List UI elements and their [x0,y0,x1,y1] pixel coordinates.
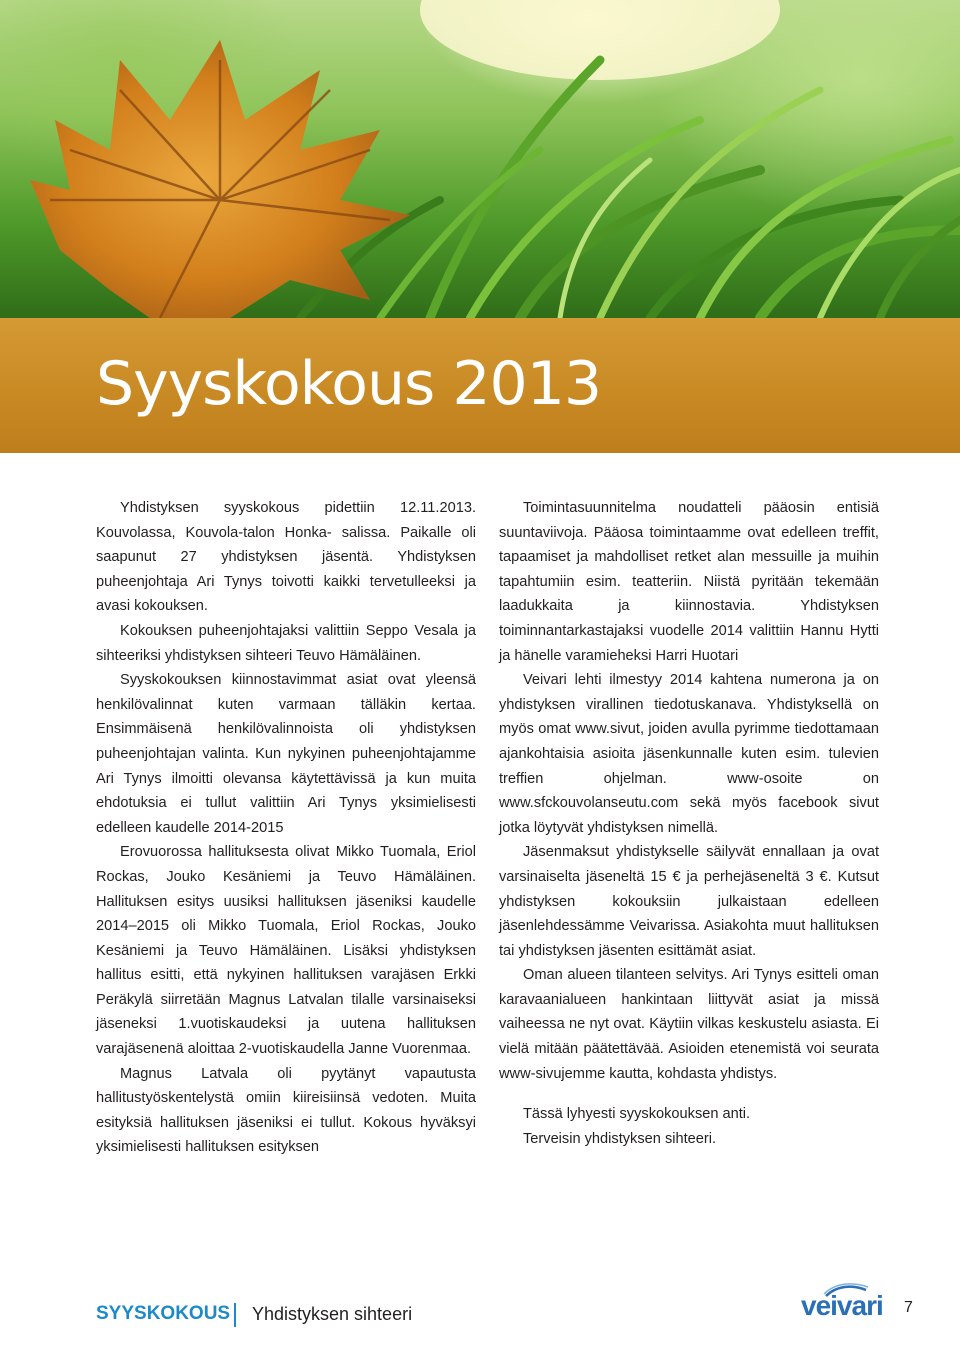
paragraph: Toimintasuunnitelma noudatteli pääosin entisiä suuntaviivoja. Pääosa toimintaamme ovat edelleen treffit, tapaamiset ja mahdolliset retket alan messuille ja muihin tapahtumiin esim. teatteriin. Niistä pyritään tekemään laadukkaita ja kiinnostavia. Yhdistyksen toiminnantarkastajaksi vuodelle 2014 valittiin Hannu Hytti ja hänelle varamieheksi Harri Huotari [499,500,879,664]
paragraph: Erovuorossa hallituksesta olivat Mikko Tuomala, Eriol Rockas, Jouko Kesäniemi ja Teuvo Hämäläinen. Hallituksen esitys uusiksi hallituksen jäseniksi kaudelle 2014–2015 oli Mikko Tuomala, Eriol Rockas, Jouko Kesäniemi ja Teuvo Hämäläinen. Lisäksi yhdistyksen hallitus esitti, että nykyinen hallituksen varajäsen Erkki Peräkylä siirretään Magnus Latvalan tilalle varsinaiseksi jäseneksi 1.vuotiskaudeksi ja uutena hallituksen varajäsenenä aloittaa 2-vuotiskaudella Janne Vuorenmaa. [96,844,476,1058]
title-band [0,318,960,453]
footer-section-name: SYYSKOKOUS [96,1303,231,1324]
maple-leaf-icon [30,40,410,318]
paragraph: Jäsenmaksut yhdistykselle säilyvät ennallaan ja ovat varsinaiselta jäseneltä 15 € ja perhejäseneltä 3 €. Kutsut yhdistyksen kokouksiin julkaistaan edelleen jäsenlehdessämme Veivarissa. Asiakohta muut hallituksen tai yhdistyksen jäsenten esittämät asiat. [499,844,879,959]
right-column [499,496,879,1151]
autumn-leaf-grass-illustration [0,0,960,318]
page-number: 7 [904,1299,913,1316]
footer-author: Yhdistyksen sihteeri [252,1304,413,1324]
left-column [96,496,476,1160]
paragraph: Magnus Latvala oli pyytänyt vapautusta hallitustyöskentelystä omiin kiireisiinsä vedoten. Muita esityksiä hallituksen jäseniksi ei tullut. Kokous hyväksyi yksimielisesti hallituksen esityksen [96,1065,476,1156]
page-title: Syyskokous 2013 [96,349,602,419]
paragraph: Yhdistyksen syyskokous pidettiin 12.11.2013. Kouvolassa, Kouvola-talon Honka- salissa. Paikalle oli saapunut 27 yhdistyksen jäsentä. Yhdistyksen puheenjohtaja Ari Tynys toivotti kaikki tervetulleeksi ja avasi kokouksen. [96,500,476,615]
hero-photo [0,0,960,318]
paragraph: Oman alueen tilanteen selvitys. Ari Tynys esitteli oman karavaanialueen hankintaan liittyvät asiat ja missä vaiheessa ne nyt ovat. Käytiin vilkas keskustelu asiasta. Ei vielä mitään päätettävää. Asioiden etenemistä voi seurata www-sivujemme kautta, kohdasta yhdistys. [499,967,879,1082]
paragraph: Syyskokouksen kiinnostavimmat asiat ovat yleensä henkilövalinnat kuten varmaan tälläkin kertaa. Ensimmäisenä henkilövalinnoista oli yhdistyksen puheenjohtajan valinta. Kun nykyinen puheenjohtajamme Ari Tynys ilmoitti olevansa käytettävissä ja kun muita ehdotuksia ei tullut valittiin Ari Tynys yksimielisesti edelleen kaudelle 2014-2015 [96,672,476,836]
paragraph: Veivari lehti ilmestyy 2014 kahtena numerona ja on yhdistyksen virallinen tiedotuskanava. Yhdistyksellä on myös omat www.sivut, joiden avulla pyrimme tiedottamaan ajankohtaisia asioita jäsenkunnalle kuten esim. tulevien treffien ohjelman. www-osoite on www.sfckouvolanseutu.com sekä myös facebook sivut jotka löytyvät yhdistyksen nimellä. [499,672,879,836]
closing-line: Tässä lyhyesti syyskokouksen anti. [523,1106,751,1123]
page-footer [0,1280,960,1364]
closing-line: Terveisin yhdistyksen sihteeri. [523,1130,717,1147]
paragraph: Kokouksen puheenjohtajaksi valittiin Seppo Vesala ja sihteeriksi yhdistyksen sihteeri Teuvo Hämäläinen. [96,622,476,664]
footer-divider [234,1303,236,1327]
logo-wordmark: veivari [801,1290,883,1321]
